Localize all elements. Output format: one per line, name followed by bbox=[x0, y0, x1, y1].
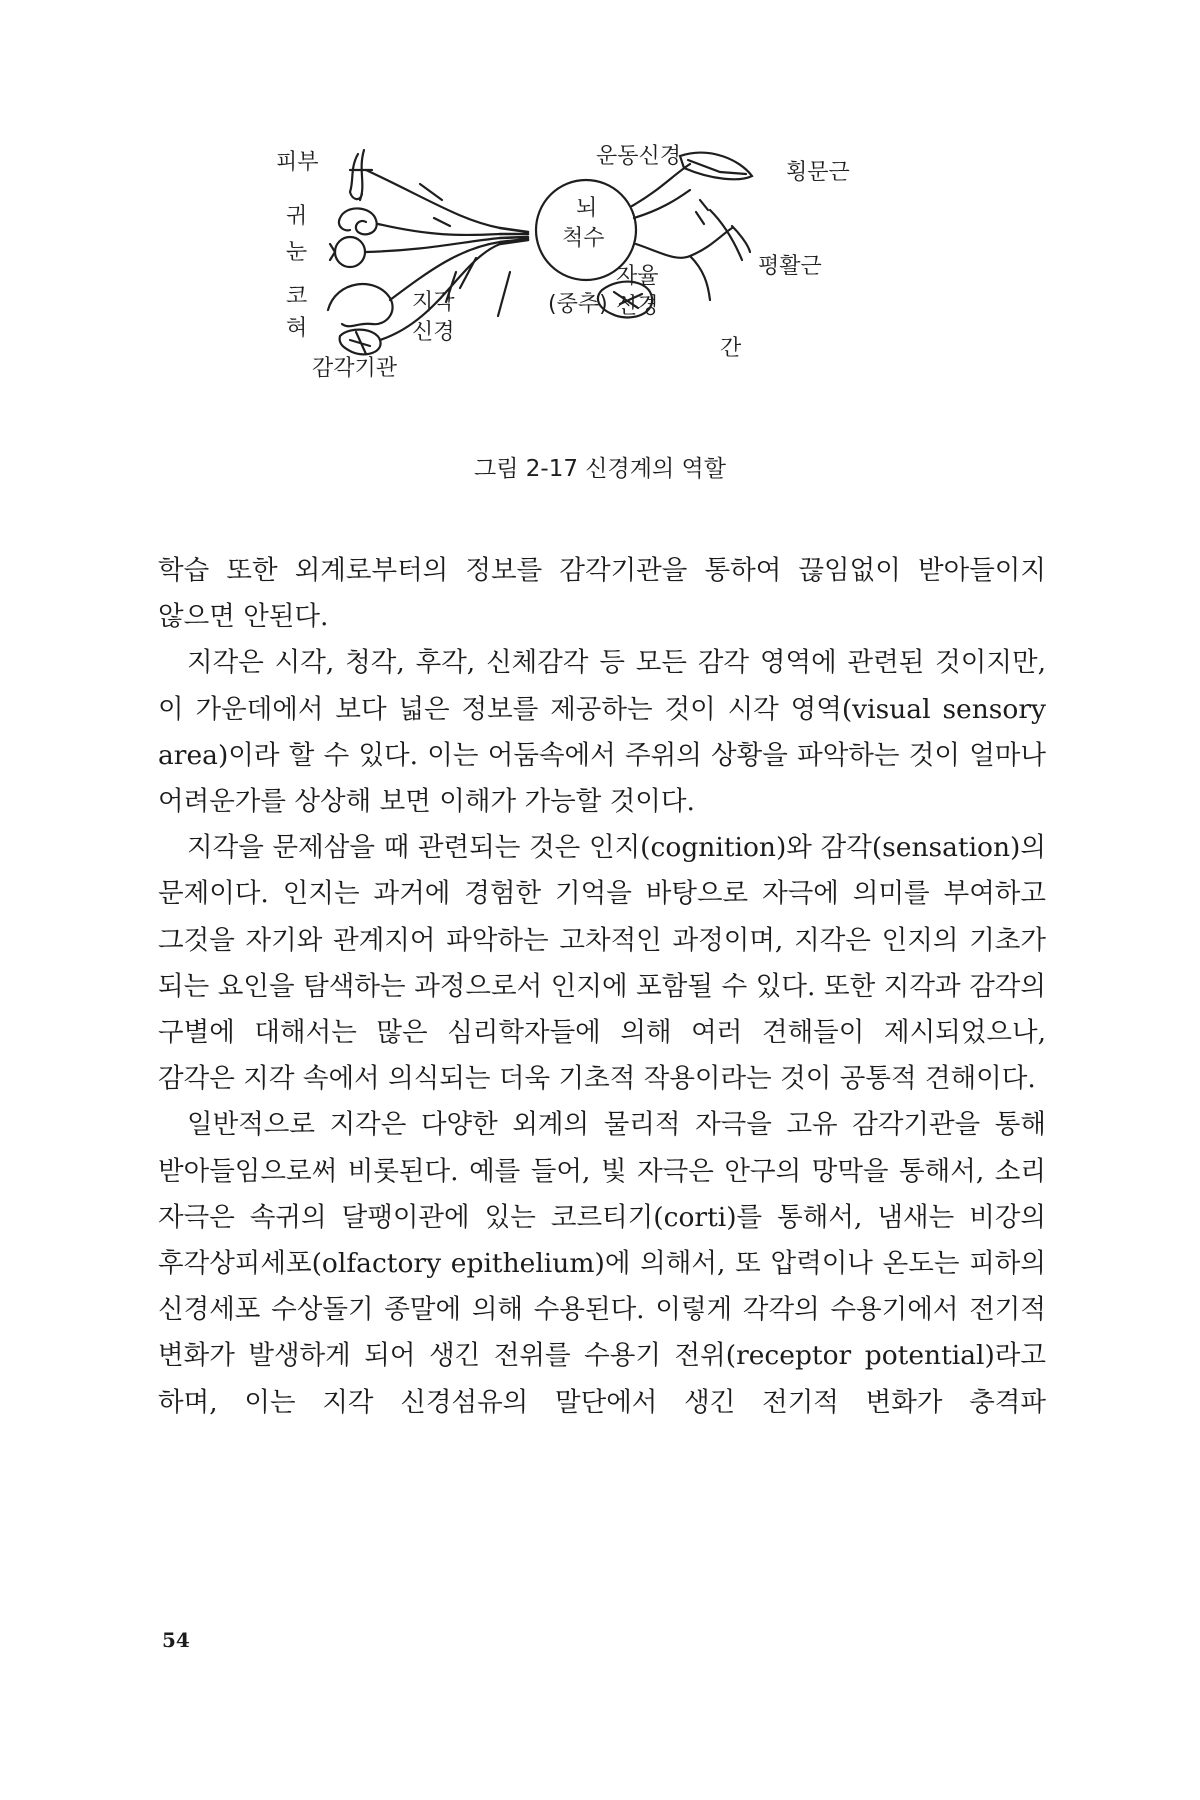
skin-drawing bbox=[350, 150, 372, 200]
label-tongue: 혀 bbox=[286, 316, 308, 341]
paragraph: 일반적으로 지각은 다양한 외계의 물리적 자극을 고유 감각기관을 통해 받아들임으로써 비롯된다. 예를 들어, 빛 자극은 안구의 망막을 통해서, 소리 자극은 속귀의 달팽이관에 있는 코르티기(corti)를 통해서, 냄새는 비강의 후각상피세포(olfactory epithelium)에 의해서, 또 압력이나 온도는 피하의 신경세포 수상돌기 종말에 의해 수용된다. 이렇게 각각의 수용기에서 전기적 변화가 발생하게 되어 생긴 전위를 수용기 전위(receptor potential)라고 하며, 이는 지각 신경섬유의 말단에서 생긴 전기적 변화가 충격파 bbox=[158, 1109, 1046, 1418]
label-sense-organs: 감각기관 bbox=[312, 356, 398, 381]
paragraph: 학습 또한 외계로부터의 정보를 감각기관을 통하여 끊임없이 받아들이지 않으면 안된다. bbox=[158, 555, 1046, 633]
paragraph: 지각은 시각, 청각, 후각, 신체감각 등 모든 감각 영역에 관련된 것이지만, 이 가운데에서 보다 넓은 정보를 제공하는 것이 시각 영역(visual sensory area)이라 할 수 있다. 이는 어둠속에서 주위의 상황을 파악하는 것이 얼마나 어려운가를 상상해 보면 이해가 가능할 것이다. bbox=[158, 647, 1046, 818]
page-number: 54 bbox=[162, 1628, 190, 1652]
label-eye: 눈 bbox=[286, 240, 308, 265]
label-smooth-muscle: 평활근 bbox=[758, 254, 822, 279]
label-central: (중추) bbox=[548, 292, 608, 317]
label-sensory-nerve-2: 신경 bbox=[412, 320, 455, 345]
label-sensory-nerve-1: 지각 bbox=[412, 290, 455, 315]
eye-drawing bbox=[335, 237, 365, 267]
figure-caption: 그림 2-17 신경계의 역할 bbox=[474, 456, 726, 482]
label-ear: 귀 bbox=[286, 204, 308, 229]
label-liver: 간 bbox=[720, 336, 742, 361]
label-nose: 코 bbox=[286, 284, 308, 309]
nose-drawing bbox=[328, 284, 393, 326]
nervous-system-diagram bbox=[280, 140, 940, 500]
nervous-system-figure bbox=[276, 140, 940, 500]
label-autonomic-1: 자율 bbox=[616, 264, 659, 289]
striated-muscle-drawing bbox=[680, 153, 752, 180]
body-text bbox=[158, 548, 1046, 1426]
label-skin: 피부 bbox=[276, 150, 319, 175]
smooth-muscle-drawing bbox=[710, 210, 750, 260]
paragraph: 지각을 문제삼을 때 관련되는 것은 인지(cognition)와 감각(sensation)의 문제이다. 인지는 과거에 경험한 기억을 바탕으로 자극에 의미를 부여하고 그것을 자기와 관계지어 파악하는 고차적인 과정이며, 지각은 인지의 기초가 되는 요인을 탐색하는 과정으로서 인지에 포함될 수 있다. 또한 지각과 감각의 구별에 대해서는 많은 심리학자들에 의해 여러 견해들이 제시되었으나, 감각은 지각 속에서 의식되는 더욱 기초적 작용이라는 것이 공통적 견해이다. bbox=[158, 832, 1046, 1095]
label-motor-nerve: 운동신경 bbox=[596, 144, 682, 169]
label-striated-muscle: 횡문근 bbox=[786, 160, 850, 185]
ear-drawing bbox=[339, 208, 377, 234]
label-spinal-cord: 척수 bbox=[562, 226, 605, 251]
label-autonomic-2: 신경 bbox=[616, 294, 659, 319]
label-brain: 뇌 bbox=[576, 196, 598, 221]
